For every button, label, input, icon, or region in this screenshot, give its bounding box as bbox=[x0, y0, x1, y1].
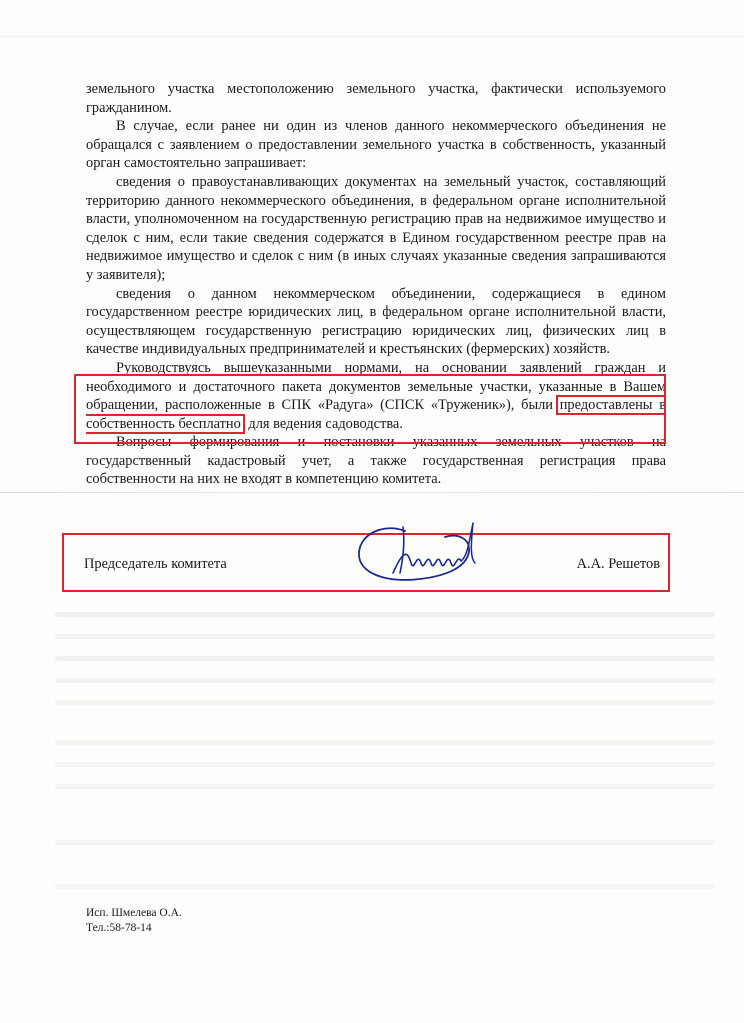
show-through-line bbox=[55, 740, 715, 745]
show-through-line bbox=[55, 656, 715, 661]
executor-phone: Тел.:58-78-14 bbox=[86, 922, 152, 934]
show-through-line bbox=[55, 612, 715, 617]
letter-paragraph: В случае, если ранее ни один из членов данного некоммерческого объединения не обращался с заявлением о предоставлении земельного участка в собственность, указанный орган самостоятельно запрашивает: bbox=[86, 118, 666, 172]
letter-paragraph: земельного участка местоположению земельного участка, фактически используемого гражданином. bbox=[86, 81, 666, 116]
show-through-line bbox=[55, 884, 715, 889]
highlight-text-after: для ведения садоводства. bbox=[244, 415, 403, 432]
letter-body bbox=[86, 80, 666, 489]
scan-fold-line-top bbox=[0, 36, 744, 37]
highlight-marked-phrase: предоставлены в собственность бесплатно bbox=[86, 397, 666, 432]
signer-name: А.А. Решетов bbox=[576, 556, 660, 572]
executor-info bbox=[86, 906, 182, 936]
executor-name: Исп. Шмелева О.А. bbox=[86, 907, 182, 919]
show-through-line bbox=[55, 840, 715, 845]
show-through-line bbox=[55, 678, 715, 683]
scan-fold-line bbox=[0, 492, 744, 493]
signer-title: Председатель комитета bbox=[84, 556, 227, 572]
highlighted-paragraph bbox=[86, 359, 666, 433]
show-through-line bbox=[55, 700, 715, 705]
letter-paragraph: сведения о данном некоммерческом объединении, содержащиеся в едином государственном реестре юридических лиц, в федеральном органе исполнительной власти, осуществляющем государственную регистрацию юридических лиц, физических лиц в качестве индивидуальных предпринимателей и крестьянских (фермерских) хозяйств. bbox=[86, 285, 666, 358]
letter-paragraph: сведения о правоустанавливающих документах на земельный участок, составляющий территорию данного некоммерческого объединения, в федеральном органе исполнительной власти, уполномоченном на государственную регистрацию прав на недвижимое имущество и сделок с ним, если такие сведения содержатся в Едином государственном реестре прав на недвижимое имущество и сделок с ним (в иных случаях указанные сведения запрашиваются у заявителя); bbox=[86, 173, 666, 283]
letter-paragraph: Вопросы формирования и постановки указанных земельных участков на государственный кадастровый учет, а также государственная регистрация права собственности на них не входят в компетенцию комитета. bbox=[86, 434, 666, 488]
show-through-line bbox=[55, 784, 715, 789]
show-through-line bbox=[55, 762, 715, 767]
highlight-text-before: Руководствуясь вышеуказанными нормами, на основании заявлений граждан и необходимого и достаточного пакета документов земельные участки, указанные в Вашем обращении, расположенные в СПК «Радуга» (СПСК «Труженик»), были bbox=[86, 359, 666, 414]
show-through-line bbox=[55, 634, 715, 639]
handwritten-signature bbox=[345, 513, 495, 588]
